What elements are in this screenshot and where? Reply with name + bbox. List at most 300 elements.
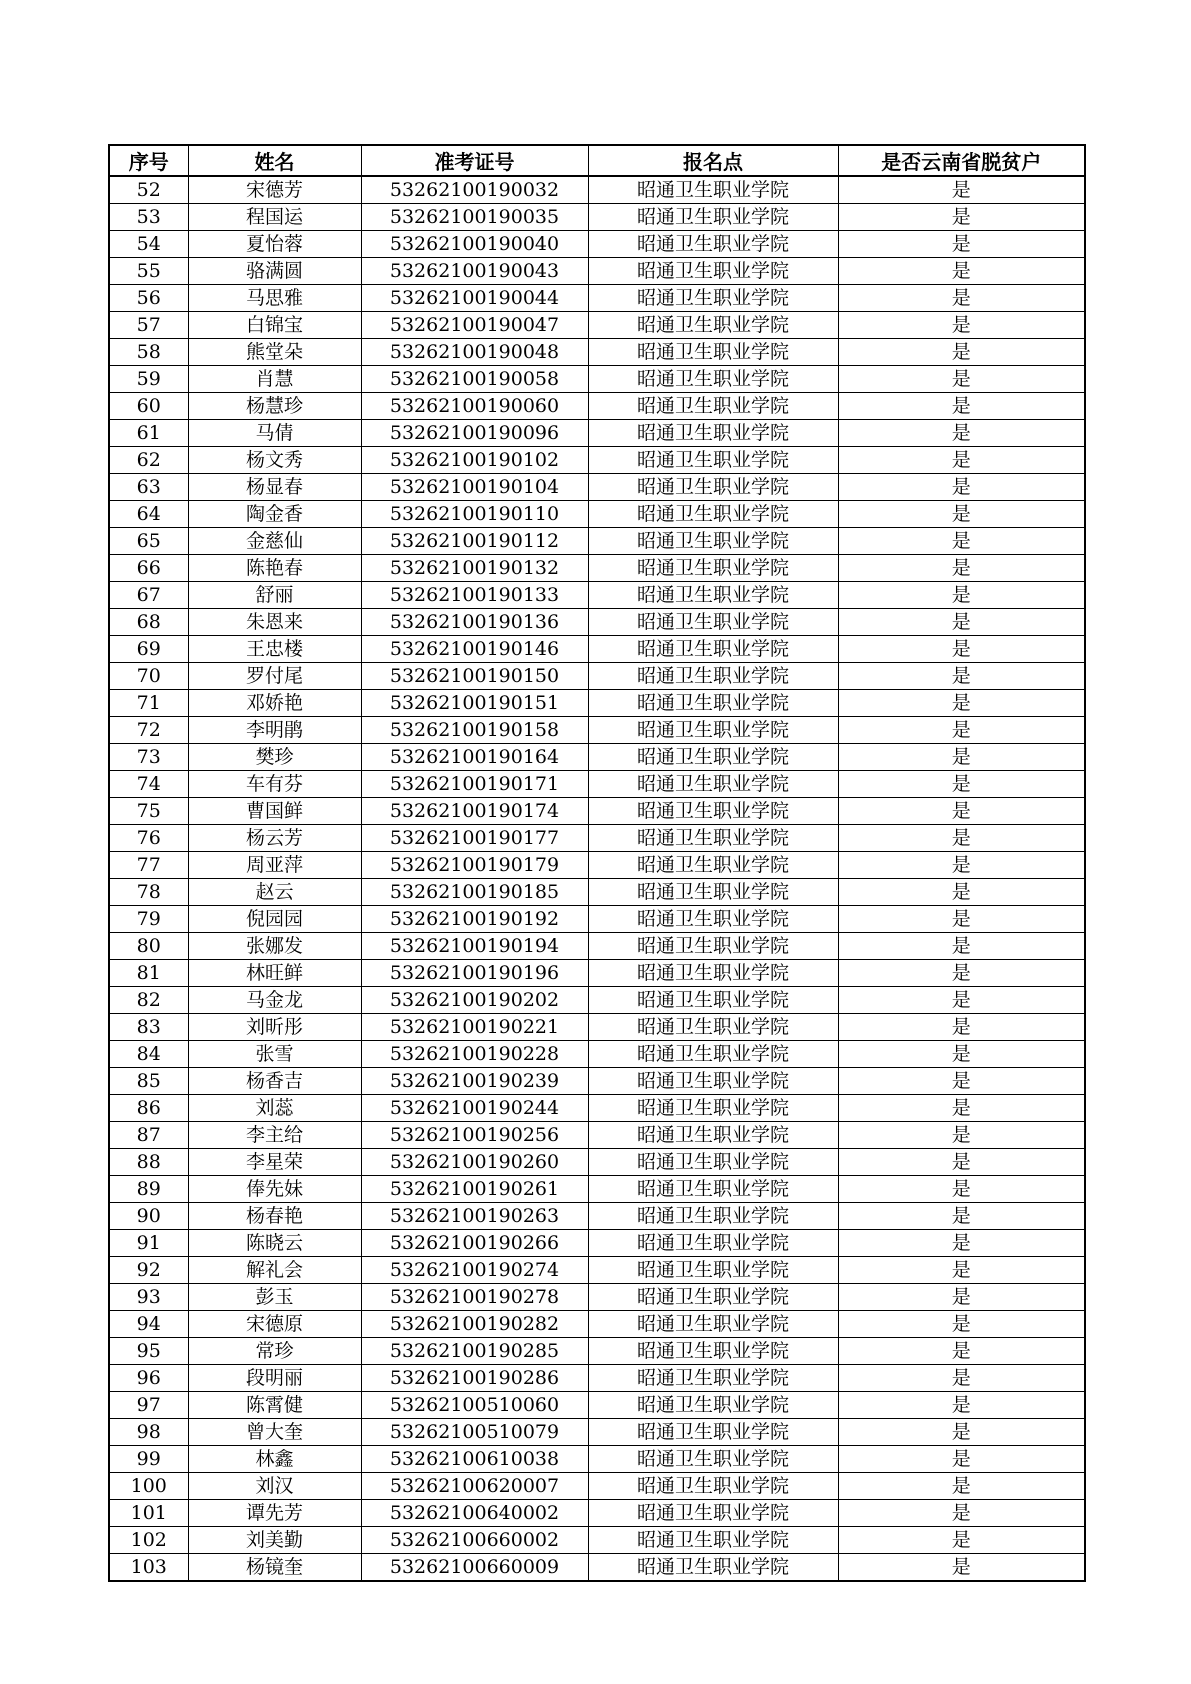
cell-name: 杨显春 (188, 474, 361, 501)
header-serial: 序号 (109, 145, 188, 176)
cell-serial: 100 (109, 1473, 188, 1500)
cell-exam-id: 53262100190285 (361, 1338, 588, 1365)
cell-exam-id: 53262100190274 (361, 1257, 588, 1284)
table-row (109, 1068, 1085, 1095)
cell-serial: 85 (109, 1068, 188, 1095)
cell-poverty-status: 是 (838, 555, 1085, 582)
cell-exam-id: 53262100190282 (361, 1311, 588, 1338)
cell-poverty-status: 是 (838, 1041, 1085, 1068)
cell-registration-site: 昭通卫生职业学院 (588, 906, 838, 933)
cell-serial: 75 (109, 798, 188, 825)
cell-name: 马思雅 (188, 285, 361, 312)
cell-poverty-status: 是 (838, 1554, 1085, 1582)
table-row (109, 1149, 1085, 1176)
cell-serial: 103 (109, 1554, 188, 1582)
cell-serial: 66 (109, 555, 188, 582)
cell-name: 杨云芳 (188, 825, 361, 852)
table-row (109, 1176, 1085, 1203)
table-row (109, 933, 1085, 960)
table-row (109, 744, 1085, 771)
cell-registration-site: 昭通卫生职业学院 (588, 1041, 838, 1068)
table-row (109, 906, 1085, 933)
cell-exam-id: 53262100190044 (361, 285, 588, 312)
table-row (109, 1500, 1085, 1527)
cell-name: 宋德原 (188, 1311, 361, 1338)
cell-poverty-status: 是 (838, 1257, 1085, 1284)
table-row (109, 1230, 1085, 1257)
table-row (109, 555, 1085, 582)
table-row (109, 447, 1085, 474)
cell-exam-id: 53262100640002 (361, 1500, 588, 1527)
cell-serial: 62 (109, 447, 188, 474)
cell-poverty-status: 是 (838, 771, 1085, 798)
table-row (109, 258, 1085, 285)
cell-serial: 98 (109, 1419, 188, 1446)
cell-poverty-status: 是 (838, 636, 1085, 663)
cell-serial: 65 (109, 528, 188, 555)
cell-serial: 72 (109, 717, 188, 744)
cell-serial: 91 (109, 1230, 188, 1257)
cell-exam-id: 53262100610038 (361, 1446, 588, 1473)
cell-serial: 54 (109, 231, 188, 258)
cell-exam-id: 53262100190239 (361, 1068, 588, 1095)
table-row (109, 663, 1085, 690)
table-row (109, 176, 1085, 204)
cell-serial: 56 (109, 285, 188, 312)
cell-poverty-status: 是 (838, 663, 1085, 690)
cell-name: 邓娇艳 (188, 690, 361, 717)
cell-registration-site: 昭通卫生职业学院 (588, 717, 838, 744)
cell-name: 刘汉 (188, 1473, 361, 1500)
cell-poverty-status: 是 (838, 744, 1085, 771)
table-row (109, 609, 1085, 636)
cell-serial: 74 (109, 771, 188, 798)
cell-exam-id: 53262100190286 (361, 1365, 588, 1392)
cell-exam-id: 53262100190060 (361, 393, 588, 420)
cell-serial: 63 (109, 474, 188, 501)
table-row (109, 771, 1085, 798)
cell-exam-id: 53262100190047 (361, 312, 588, 339)
cell-poverty-status: 是 (838, 1419, 1085, 1446)
cell-registration-site: 昭通卫生职业学院 (588, 1311, 838, 1338)
cell-name: 杨香吉 (188, 1068, 361, 1095)
cell-registration-site: 昭通卫生职业学院 (588, 663, 838, 690)
table-row (109, 528, 1085, 555)
cell-name: 熊堂朵 (188, 339, 361, 366)
table-row (109, 501, 1085, 528)
cell-registration-site: 昭通卫生职业学院 (588, 528, 838, 555)
cell-poverty-status: 是 (838, 582, 1085, 609)
cell-name: 李星荣 (188, 1149, 361, 1176)
header-registration-site: 报名点 (588, 145, 838, 176)
cell-poverty-status: 是 (838, 1122, 1085, 1149)
cell-serial: 93 (109, 1284, 188, 1311)
cell-serial: 69 (109, 636, 188, 663)
cell-name: 舒丽 (188, 582, 361, 609)
cell-poverty-status: 是 (838, 1203, 1085, 1230)
cell-poverty-status: 是 (838, 852, 1085, 879)
table-row (109, 285, 1085, 312)
table-row (109, 1527, 1085, 1554)
cell-poverty-status: 是 (838, 1068, 1085, 1095)
cell-registration-site: 昭通卫生职业学院 (588, 1122, 838, 1149)
cell-exam-id: 53262100190260 (361, 1149, 588, 1176)
cell-registration-site: 昭通卫生职业学院 (588, 258, 838, 285)
cell-poverty-status: 是 (838, 717, 1085, 744)
cell-exam-id: 53262100510079 (361, 1419, 588, 1446)
cell-exam-id: 53262100190263 (361, 1203, 588, 1230)
table-row (109, 1095, 1085, 1122)
cell-poverty-status: 是 (838, 258, 1085, 285)
table-row (109, 420, 1085, 447)
cell-name: 朱恩来 (188, 609, 361, 636)
cell-registration-site: 昭通卫生职业学院 (588, 1365, 838, 1392)
cell-serial: 83 (109, 1014, 188, 1041)
table-row (109, 582, 1085, 609)
table-row (109, 636, 1085, 663)
table-row (109, 474, 1085, 501)
cell-poverty-status: 是 (838, 204, 1085, 231)
cell-poverty-status: 是 (838, 501, 1085, 528)
cell-name: 段明丽 (188, 1365, 361, 1392)
cell-exam-id: 53262100190192 (361, 906, 588, 933)
table-row (109, 1284, 1085, 1311)
cell-exam-id: 53262100190202 (361, 987, 588, 1014)
cell-name: 夏怡蓉 (188, 231, 361, 258)
cell-registration-site: 昭通卫生职业学院 (588, 312, 838, 339)
cell-exam-id: 53262100190179 (361, 852, 588, 879)
cell-exam-id: 53262100190110 (361, 501, 588, 528)
cell-registration-site: 昭通卫生职业学院 (588, 1149, 838, 1176)
table-row (109, 717, 1085, 744)
cell-serial: 88 (109, 1149, 188, 1176)
cell-poverty-status: 是 (838, 176, 1085, 204)
cell-exam-id: 53262100190266 (361, 1230, 588, 1257)
cell-exam-id: 53262100190244 (361, 1095, 588, 1122)
table-row (109, 231, 1085, 258)
table-row (109, 393, 1085, 420)
cell-poverty-status: 是 (838, 366, 1085, 393)
cell-name: 赵云 (188, 879, 361, 906)
cell-exam-id: 53262100190221 (361, 1014, 588, 1041)
cell-poverty-status: 是 (838, 1446, 1085, 1473)
cell-poverty-status: 是 (838, 1392, 1085, 1419)
cell-poverty-status: 是 (838, 1473, 1085, 1500)
cell-exam-id: 53262100190185 (361, 879, 588, 906)
cell-name: 林旺鲜 (188, 960, 361, 987)
cell-registration-site: 昭通卫生职业学院 (588, 960, 838, 987)
table-row (109, 204, 1085, 231)
cell-name: 谭先芳 (188, 1500, 361, 1527)
cell-registration-site: 昭通卫生职业学院 (588, 582, 838, 609)
cell-poverty-status: 是 (838, 960, 1085, 987)
candidate-table (108, 144, 1086, 1582)
header-name: 姓名 (188, 145, 361, 176)
table-row (109, 1392, 1085, 1419)
table-row (109, 1014, 1085, 1041)
table-row (109, 1041, 1085, 1068)
cell-exam-id: 53262100190256 (361, 1122, 588, 1149)
cell-exam-id: 53262100190146 (361, 636, 588, 663)
cell-serial: 59 (109, 366, 188, 393)
cell-serial: 94 (109, 1311, 188, 1338)
cell-name: 周亚萍 (188, 852, 361, 879)
cell-poverty-status: 是 (838, 231, 1085, 258)
cell-exam-id: 53262100190174 (361, 798, 588, 825)
cell-registration-site: 昭通卫生职业学院 (588, 609, 838, 636)
cell-poverty-status: 是 (838, 1095, 1085, 1122)
cell-exam-id: 53262100190032 (361, 176, 588, 204)
cell-registration-site: 昭通卫生职业学院 (588, 1068, 838, 1095)
cell-poverty-status: 是 (838, 474, 1085, 501)
cell-serial: 73 (109, 744, 188, 771)
cell-poverty-status: 是 (838, 420, 1085, 447)
cell-registration-site: 昭通卫生职业学院 (588, 501, 838, 528)
cell-registration-site: 昭通卫生职业学院 (588, 852, 838, 879)
cell-registration-site: 昭通卫生职业学院 (588, 1392, 838, 1419)
cell-registration-site: 昭通卫生职业学院 (588, 690, 838, 717)
table-row (109, 960, 1085, 987)
cell-registration-site: 昭通卫生职业学院 (588, 474, 838, 501)
cell-name: 杨慧珍 (188, 393, 361, 420)
cell-poverty-status: 是 (838, 528, 1085, 555)
cell-poverty-status: 是 (838, 393, 1085, 420)
cell-exam-id: 53262100190040 (361, 231, 588, 258)
cell-name: 金慈仙 (188, 528, 361, 555)
cell-serial: 90 (109, 1203, 188, 1230)
cell-poverty-status: 是 (838, 1149, 1085, 1176)
cell-serial: 58 (109, 339, 188, 366)
cell-name: 程国运 (188, 204, 361, 231)
cell-poverty-status: 是 (838, 1365, 1085, 1392)
cell-exam-id: 53262100190035 (361, 204, 588, 231)
cell-registration-site: 昭通卫生职业学院 (588, 1554, 838, 1582)
cell-poverty-status: 是 (838, 933, 1085, 960)
cell-exam-id: 53262100190278 (361, 1284, 588, 1311)
cell-serial: 67 (109, 582, 188, 609)
cell-serial: 99 (109, 1446, 188, 1473)
cell-registration-site: 昭通卫生职业学院 (588, 285, 838, 312)
cell-registration-site: 昭通卫生职业学院 (588, 1284, 838, 1311)
cell-name: 陈艳春 (188, 555, 361, 582)
cell-poverty-status: 是 (838, 1527, 1085, 1554)
cell-poverty-status: 是 (838, 987, 1085, 1014)
cell-poverty-status: 是 (838, 798, 1085, 825)
cell-exam-id: 53262100660002 (361, 1527, 588, 1554)
cell-serial: 64 (109, 501, 188, 528)
cell-registration-site: 昭通卫生职业学院 (588, 987, 838, 1014)
cell-name: 解礼会 (188, 1257, 361, 1284)
cell-exam-id: 53262100190102 (361, 447, 588, 474)
cell-poverty-status: 是 (838, 879, 1085, 906)
cell-poverty-status: 是 (838, 906, 1085, 933)
cell-registration-site: 昭通卫生职业学院 (588, 447, 838, 474)
cell-serial: 81 (109, 960, 188, 987)
cell-poverty-status: 是 (838, 447, 1085, 474)
table-row (109, 852, 1085, 879)
cell-exam-id: 53262100190112 (361, 528, 588, 555)
cell-name: 车有芬 (188, 771, 361, 798)
table-row (109, 339, 1085, 366)
table-row (109, 1473, 1085, 1500)
cell-name: 陈晓云 (188, 1230, 361, 1257)
cell-serial: 61 (109, 420, 188, 447)
cell-name: 曹国鲜 (188, 798, 361, 825)
cell-serial: 97 (109, 1392, 188, 1419)
cell-registration-site: 昭通卫生职业学院 (588, 1338, 838, 1365)
cell-exam-id: 53262100190048 (361, 339, 588, 366)
cell-exam-id: 53262100190261 (361, 1176, 588, 1203)
cell-name: 林鑫 (188, 1446, 361, 1473)
cell-exam-id: 53262100620007 (361, 1473, 588, 1500)
cell-poverty-status: 是 (838, 825, 1085, 852)
cell-serial: 76 (109, 825, 188, 852)
cell-exam-id: 53262100190043 (361, 258, 588, 285)
cell-registration-site: 昭通卫生职业学院 (588, 1095, 838, 1122)
cell-registration-site: 昭通卫生职业学院 (588, 1176, 838, 1203)
cell-name: 刘美勤 (188, 1527, 361, 1554)
cell-name: 刘昕彤 (188, 1014, 361, 1041)
cell-registration-site: 昭通卫生职业学院 (588, 1419, 838, 1446)
cell-name: 张雪 (188, 1041, 361, 1068)
table-row (109, 1257, 1085, 1284)
cell-serial: 89 (109, 1176, 188, 1203)
cell-serial: 87 (109, 1122, 188, 1149)
table-row (109, 312, 1085, 339)
cell-poverty-status: 是 (838, 1284, 1085, 1311)
cell-name: 刘蕊 (188, 1095, 361, 1122)
cell-registration-site: 昭通卫生职业学院 (588, 339, 838, 366)
cell-registration-site: 昭通卫生职业学院 (588, 1230, 838, 1257)
table-row (109, 1311, 1085, 1338)
cell-registration-site: 昭通卫生职业学院 (588, 933, 838, 960)
cell-registration-site: 昭通卫生职业学院 (588, 204, 838, 231)
cell-registration-site: 昭通卫生职业学院 (588, 1446, 838, 1473)
cell-poverty-status: 是 (838, 609, 1085, 636)
cell-serial: 53 (109, 204, 188, 231)
cell-name: 马金龙 (188, 987, 361, 1014)
cell-exam-id: 53262100190133 (361, 582, 588, 609)
cell-name: 倪园园 (188, 906, 361, 933)
cell-name: 常珍 (188, 1338, 361, 1365)
cell-poverty-status: 是 (838, 1338, 1085, 1365)
cell-serial: 60 (109, 393, 188, 420)
cell-registration-site: 昭通卫生职业学院 (588, 176, 838, 204)
cell-registration-site: 昭通卫生职业学院 (588, 231, 838, 258)
cell-name: 王忠楼 (188, 636, 361, 663)
cell-name: 杨镜奎 (188, 1554, 361, 1582)
cell-poverty-status: 是 (838, 1311, 1085, 1338)
cell-exam-id: 53262100190228 (361, 1041, 588, 1068)
cell-poverty-status: 是 (838, 1176, 1085, 1203)
cell-registration-site: 昭通卫生职业学院 (588, 798, 838, 825)
cell-registration-site: 昭通卫生职业学院 (588, 636, 838, 663)
cell-name: 骆满圆 (188, 258, 361, 285)
cell-serial: 96 (109, 1365, 188, 1392)
cell-registration-site: 昭通卫生职业学院 (588, 1014, 838, 1041)
cell-serial: 95 (109, 1338, 188, 1365)
cell-serial: 86 (109, 1095, 188, 1122)
table-row (109, 1554, 1085, 1582)
cell-exam-id: 53262100190196 (361, 960, 588, 987)
cell-name: 陶金香 (188, 501, 361, 528)
cell-serial: 78 (109, 879, 188, 906)
cell-name: 李明鹃 (188, 717, 361, 744)
cell-exam-id: 53262100190164 (361, 744, 588, 771)
cell-registration-site: 昭通卫生职业学院 (588, 1527, 838, 1554)
cell-exam-id: 53262100190194 (361, 933, 588, 960)
cell-name: 罗付尾 (188, 663, 361, 690)
cell-registration-site: 昭通卫生职业学院 (588, 771, 838, 798)
cell-serial: 55 (109, 258, 188, 285)
cell-serial: 68 (109, 609, 188, 636)
cell-exam-id: 53262100190171 (361, 771, 588, 798)
cell-registration-site: 昭通卫生职业学院 (588, 555, 838, 582)
cell-exam-id: 53262100190096 (361, 420, 588, 447)
cell-registration-site: 昭通卫生职业学院 (588, 420, 838, 447)
cell-exam-id: 53262100510060 (361, 1392, 588, 1419)
table-row (109, 1203, 1085, 1230)
cell-name: 杨文秀 (188, 447, 361, 474)
cell-serial: 52 (109, 176, 188, 204)
cell-registration-site: 昭通卫生职业学院 (588, 1203, 838, 1230)
cell-serial: 80 (109, 933, 188, 960)
cell-name: 肖慧 (188, 366, 361, 393)
cell-poverty-status: 是 (838, 1500, 1085, 1527)
header-poverty-status: 是否云南省脱贫户 (838, 145, 1085, 176)
cell-name: 宋德芳 (188, 176, 361, 204)
cell-poverty-status: 是 (838, 339, 1085, 366)
cell-exam-id: 53262100190058 (361, 366, 588, 393)
table-row (109, 366, 1085, 393)
cell-exam-id: 53262100660009 (361, 1554, 588, 1582)
cell-serial: 82 (109, 987, 188, 1014)
table-row (109, 879, 1085, 906)
cell-registration-site: 昭通卫生职业学院 (588, 879, 838, 906)
cell-poverty-status: 是 (838, 312, 1085, 339)
cell-serial: 101 (109, 1500, 188, 1527)
cell-name: 樊珍 (188, 744, 361, 771)
cell-exam-id: 53262100190136 (361, 609, 588, 636)
cell-exam-id: 53262100190104 (361, 474, 588, 501)
cell-registration-site: 昭通卫生职业学院 (588, 1257, 838, 1284)
cell-exam-id: 53262100190151 (361, 690, 588, 717)
table-row (109, 1419, 1085, 1446)
cell-registration-site: 昭通卫生职业学院 (588, 825, 838, 852)
cell-name: 杨春艳 (188, 1203, 361, 1230)
cell-poverty-status: 是 (838, 1014, 1085, 1041)
cell-registration-site: 昭通卫生职业学院 (588, 366, 838, 393)
cell-registration-site: 昭通卫生职业学院 (588, 1473, 838, 1500)
cell-serial: 84 (109, 1041, 188, 1068)
table-row (109, 1122, 1085, 1149)
cell-exam-id: 53262100190158 (361, 717, 588, 744)
cell-serial: 70 (109, 663, 188, 690)
header-row (109, 145, 1085, 176)
cell-registration-site: 昭通卫生职业学院 (588, 744, 838, 771)
cell-exam-id: 53262100190132 (361, 555, 588, 582)
cell-name: 彭玉 (188, 1284, 361, 1311)
table-header (109, 145, 1085, 176)
cell-name: 陈霄健 (188, 1392, 361, 1419)
cell-name: 张娜发 (188, 933, 361, 960)
cell-registration-site: 昭通卫生职业学院 (588, 393, 838, 420)
table-row (109, 798, 1085, 825)
cell-serial: 71 (109, 690, 188, 717)
header-exam-id: 准考证号 (361, 145, 588, 176)
table-row (109, 1446, 1085, 1473)
table-row (109, 1365, 1085, 1392)
